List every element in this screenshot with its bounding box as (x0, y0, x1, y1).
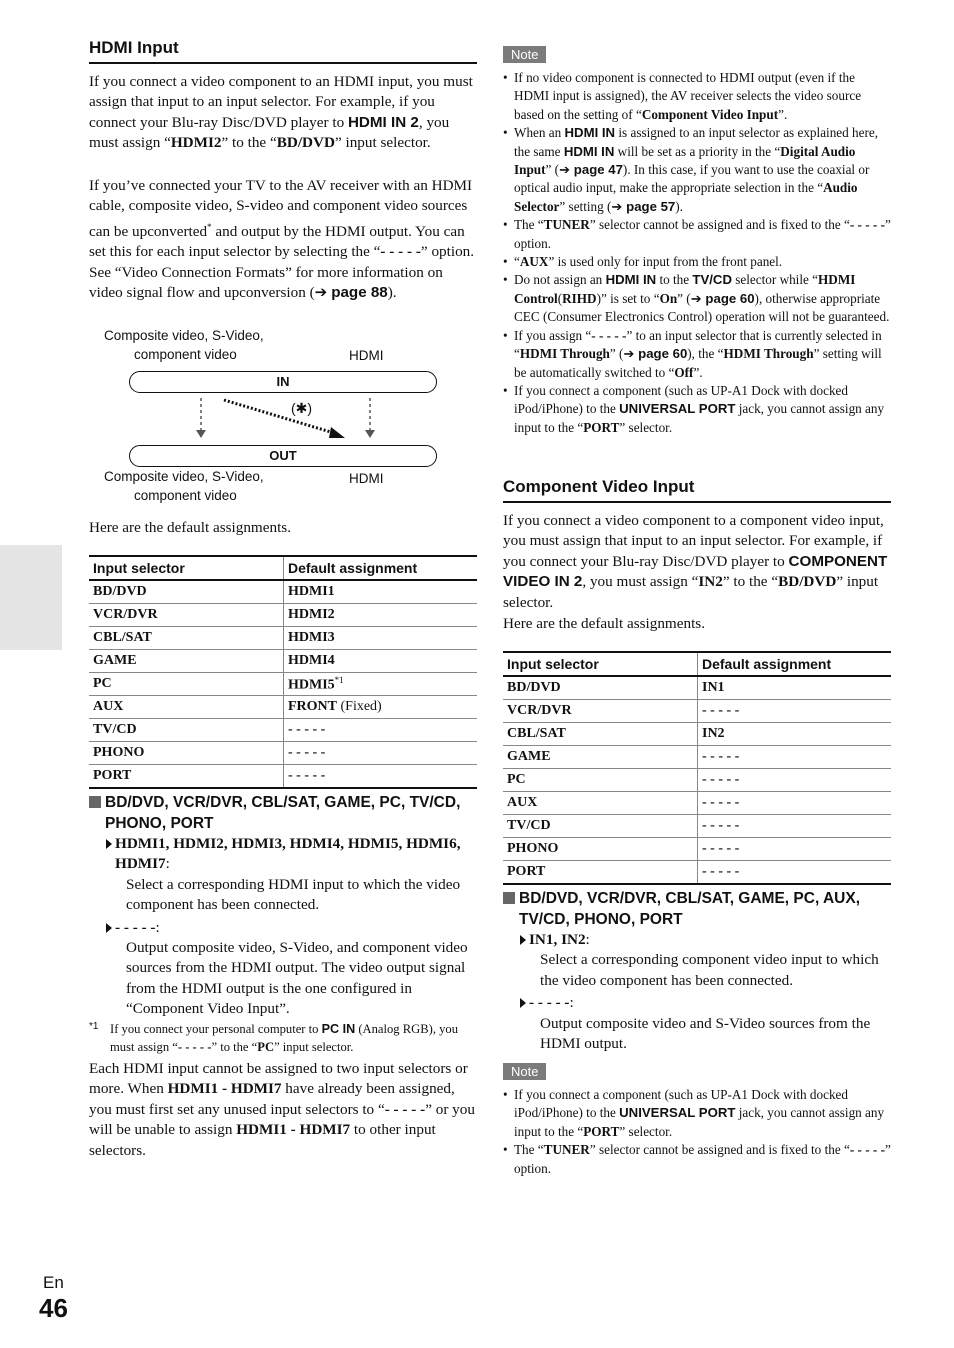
text: ), the “ (687, 346, 724, 362)
text: ” to the “ (722, 573, 779, 591)
defaults-intro: Here are the default assignments. (503, 615, 705, 632)
table-row (503, 769, 891, 792)
selector-cell: CBL/SAT (503, 723, 698, 746)
option-none (89, 918, 477, 938)
jack-name: HDMI IN (605, 272, 657, 288)
colon: : (585, 931, 590, 948)
text: ” setting ( (559, 198, 612, 214)
right-column (503, 0, 891, 1176)
diagram-label: Composite video, S-Video, (104, 469, 264, 484)
text: ” to an input selector that is currently selected in “ (514, 327, 882, 362)
jack-name: HDMI IN 2 (347, 113, 419, 131)
option-description: Select a corresponding HDMI input to which the video component has been connected. (126, 875, 461, 914)
assignment-cell: - - - - - (698, 746, 892, 769)
text: ” input selector. (503, 573, 879, 611)
out-box (129, 445, 437, 467)
note-label: Note (503, 46, 546, 63)
setting-name: HDMI Through (723, 346, 814, 362)
option-in (503, 930, 891, 950)
value: HDMI1 (236, 1121, 287, 1139)
selector-name: AUX (519, 254, 549, 270)
table-row (503, 815, 891, 838)
text: )” is set to “ (596, 290, 660, 306)
arrow-right-icon (106, 839, 112, 849)
text: ” is used only for input from the front panel. (548, 254, 783, 270)
text: ” selector cannot be assigned and is fixed to the “ (589, 217, 850, 233)
arrow-right-icon (520, 935, 526, 945)
section-tab (0, 545, 62, 650)
option-none (503, 993, 891, 1013)
setting-name: HDMI Control (514, 272, 856, 306)
hdmi-upconvert-paragraph (89, 176, 477, 304)
text: If you connect a video component to an HDMI input, you must assign that input to an input selector. For example, if you connect your Blu-ray Disc/DVD player to (89, 73, 473, 131)
selector-name: PC (257, 1040, 275, 1055)
note-label: Note (503, 1063, 546, 1080)
table-row (503, 838, 891, 861)
text: ), otherwise appropriate CEC (Consumer Electronics Control) operation will not be guaranteed. (514, 290, 890, 325)
option-description: Output composite video and S-Video sources from the HDMI output. (540, 1014, 871, 1053)
list-item (503, 69, 891, 124)
assignment-value: - - - - - (288, 745, 326, 760)
arrow-icon: ➔ (690, 290, 702, 306)
selector-cell: PORT (89, 765, 284, 789)
list-item (503, 253, 891, 271)
square-bullet-icon (89, 796, 101, 808)
arrowhead (329, 427, 345, 438)
value: HDMI7 (230, 1080, 282, 1098)
square-bullet-icon (503, 892, 515, 904)
selector-cell: PORT (503, 861, 698, 885)
selector-cell: AUX (503, 792, 698, 815)
page-link[interactable]: page 60 (701, 290, 755, 306)
selector-name: TUNER (543, 1142, 590, 1158)
page-link[interactable]: page 60 (634, 346, 688, 362)
column-header: Input selector (89, 556, 284, 580)
assignment-value: HDMI3 (288, 630, 335, 645)
selector-cell: AUX (89, 696, 284, 719)
assignment-cell: IN2 (698, 723, 892, 746)
setting-name: RIHD (562, 290, 597, 306)
hdmi-intro-paragraph (89, 72, 477, 154)
jack-name: UNIVERSAL PORT (619, 401, 736, 417)
option-label: - - - - - (529, 994, 570, 1012)
selector-cell: TV/CD (89, 719, 284, 742)
value: - (286, 1121, 300, 1139)
text: If you connect your personal computer to (110, 1022, 322, 1036)
text: “ (514, 254, 520, 270)
assignment-value: FRONT (288, 699, 337, 714)
table-row (89, 627, 477, 650)
upconvert-arrow (224, 400, 334, 433)
option-hdmi (89, 834, 477, 875)
table-row (89, 650, 477, 673)
value: HDMI7 (299, 1121, 351, 1139)
list-item (503, 1141, 891, 1178)
selector-cell: PHONO (503, 838, 698, 861)
in-label: IN (276, 374, 290, 389)
option-description: Select a corresponding component video input to which the video component has been connected. (540, 951, 879, 989)
setting-name: Digital Audio Input (514, 143, 856, 178)
table-row (503, 861, 891, 885)
text: ” ( (677, 290, 691, 306)
assignment-cell (284, 719, 478, 742)
jack-name: UNIVERSAL PORT (619, 1105, 736, 1121)
page-link[interactable]: page 47 (570, 162, 623, 178)
table-row (89, 696, 477, 719)
assignment-cell: - - - - - (698, 700, 892, 723)
list-item (503, 216, 891, 253)
out-label: OUT (269, 448, 297, 463)
selector-cell: BD/DVD (89, 580, 284, 604)
component-default-table (503, 651, 891, 885)
table-row (503, 746, 891, 769)
assignment-cell (284, 604, 478, 627)
text: to the (656, 272, 693, 288)
diagram-label: HDMI (349, 348, 384, 363)
diagram-label: HDMI (349, 471, 384, 486)
upconvert-star: (✱) (291, 400, 313, 416)
note-badge (503, 1063, 546, 1081)
jack-name: HDMI IN (564, 125, 616, 141)
text: is assigned to an input selector as explained here, the same (514, 125, 879, 159)
selector-cell: BD/DVD (503, 676, 698, 700)
assignment-cell: - - - - - (698, 769, 892, 792)
table-header-row (503, 652, 891, 676)
in-box (129, 371, 437, 393)
assignment-cell (284, 696, 478, 719)
value: - - - - - (177, 1040, 212, 1055)
hdmi-notes-list (503, 69, 891, 437)
selector-list: BD/DVD, VCR/DVR, CBL/SAT, GAME, PC, TV/CD, PHONO, PORT (105, 794, 461, 832)
value: Off (674, 364, 694, 380)
assignment-cell: - - - - - (698, 792, 892, 815)
text: ” or you will be unable to assign (89, 1100, 475, 1139)
text: If no video component is connected to HDMI output (even if the HDMI input is assigned), the AV receiver selects the video source based on the setting of “ (514, 70, 862, 122)
selector-cell: TV/CD (503, 815, 698, 838)
colon: : (155, 918, 160, 936)
value: - (218, 1080, 231, 1098)
selector-cell: PHONO (89, 742, 284, 765)
text: selector while “ (731, 272, 819, 288)
assignment-cell (284, 742, 478, 765)
text: Each HDMI input cannot be assigned to two input selectors or more. When (89, 1060, 468, 1098)
diagram-label: Composite video, S-Video, (104, 328, 264, 343)
assignment-value: HDMI5 (288, 677, 335, 693)
footnote-star: * (207, 221, 212, 232)
text: The “ (514, 217, 544, 233)
hdmi-default-table (89, 555, 477, 789)
component-notes-list (503, 1086, 891, 1178)
arrow-right-icon (106, 923, 112, 933)
selector-cell: VCR/DVR (503, 700, 698, 723)
text: ” selector cannot be assigned and is fixed to the “ (589, 1142, 850, 1158)
assignment-cell (284, 627, 478, 650)
selector-list: BD/DVD, VCR/DVR, CBL/SAT, GAME, PC, AUX, TV/CD, PHONO, PORT (519, 890, 861, 928)
arrow-icon: ➔ (623, 346, 635, 362)
colon: : (569, 994, 574, 1012)
text: If you connect a video component to a component video input, you must assign that input to an input selector. For example, if you connect your Blu-ray Disc/DVD player to (503, 512, 884, 570)
selector-name: BD/DVD (778, 573, 837, 591)
assignment-cell (284, 765, 478, 789)
text: ” ( (545, 162, 560, 178)
footnote-ref: *1 (334, 674, 344, 685)
text: ”. (693, 364, 703, 380)
text: will be set as a priority in the “ (614, 143, 781, 159)
table-row (89, 580, 477, 604)
page-number: 46 (39, 1293, 68, 1323)
option-label: HDMI1, HDMI2, HDMI3, HDMI4, HDMI5, HDMI6, HDMI7 (115, 835, 461, 873)
column-header: Default assignment (698, 652, 892, 676)
component-intro-paragraph (503, 511, 891, 613)
page-link[interactable]: page 88 (331, 284, 388, 302)
text: ” input selector. (334, 134, 431, 152)
text: ” option. (514, 217, 891, 251)
note-badge (503, 46, 546, 64)
video-flow-diagram (89, 328, 477, 508)
list-item (503, 1086, 891, 1141)
assignment-cell: - - - - - (698, 861, 892, 885)
text: jack, you cannot assign any input to the “ (514, 401, 885, 435)
assignment-cell (284, 650, 478, 673)
table-row (89, 673, 477, 696)
list-item (503, 327, 891, 382)
diagram-label: component video (134, 347, 237, 362)
signal-arrows (89, 394, 477, 442)
value: - - - - - (849, 1142, 885, 1158)
arrowhead (196, 430, 206, 438)
table-row (503, 723, 891, 746)
text: ). (675, 198, 683, 214)
arrow-icon: ➔ (314, 284, 328, 302)
diagram-label: component video (134, 488, 237, 503)
text: ”. (778, 106, 788, 122)
table-row (89, 719, 477, 742)
text: If you assign “ (514, 327, 592, 343)
table-row (503, 700, 891, 723)
text: The “ (514, 1142, 544, 1158)
selector-cell: GAME (89, 650, 284, 673)
text: have already been assigned, you must first set any unused input selectors to “ (89, 1080, 455, 1118)
selector-cell: GAME (503, 746, 698, 769)
list-item (503, 124, 891, 216)
value: HDMI1 (167, 1080, 219, 1098)
left-column (89, 0, 477, 1159)
text: ” to the “ (211, 1040, 258, 1055)
jack-name: PC IN (321, 1022, 356, 1036)
jack-name: COMPONENT VIDEO IN 2 (503, 552, 888, 591)
setting-name: Audio Selector (514, 180, 858, 214)
text: If you connect a component (such as UP-A1 Dock with docked iPod/iPhone) to the (514, 1087, 848, 1121)
selector-list-heading (503, 888, 907, 930)
text: ” selector. (619, 419, 673, 435)
text: If you connect a component (such as UP-A1 Dock with docked iPod/iPhone) to the (514, 382, 848, 417)
setting-name: Component Video Input (641, 106, 779, 122)
assignment-table (503, 651, 891, 885)
arrow-icon: ➔ (559, 162, 571, 178)
table-row (503, 676, 891, 700)
arrowhead (365, 430, 375, 438)
page-link[interactable]: page 57 (622, 198, 676, 214)
assignment-cell: IN1 (698, 676, 892, 700)
value: - - - - - (384, 1100, 426, 1118)
jack-name: HDMI IN (563, 143, 615, 159)
hdmi-input-heading: HDMI Input (89, 38, 477, 64)
option-list (89, 834, 477, 1020)
selector-list-heading (89, 792, 493, 834)
table-row (89, 765, 477, 789)
text: ” input selector. (274, 1040, 354, 1055)
table-row (89, 742, 477, 765)
column-header: Default assignment (284, 556, 478, 580)
value: - - - - - (380, 243, 421, 261)
assignment-value: HDMI4 (288, 653, 335, 668)
value: - - - - - (591, 327, 627, 343)
text: When an (514, 125, 565, 141)
text: ” to the “ (221, 134, 277, 152)
table-header-row (89, 556, 477, 580)
text: , you must assign “ (89, 113, 450, 152)
text: If you’ve connected your TV to the AV receiver with an HDMI cable, composite video, S-video and component video sources can be upconverted (89, 177, 473, 240)
text: , you must assign “ (582, 573, 699, 591)
option-label: - - - - - (115, 918, 156, 936)
assignment-value: - - - - - (288, 768, 326, 783)
value: - - - - - (849, 217, 885, 233)
arrow-right-icon (520, 998, 526, 1008)
text: ” ( (609, 346, 624, 362)
text: ” setting will be automatically switched to “ (514, 346, 882, 380)
list-item (503, 271, 891, 326)
selector-cell: CBL/SAT (89, 627, 284, 650)
footnote (89, 1020, 477, 1057)
option-label: IN1, IN2 (529, 931, 586, 948)
selector-name: PORT (583, 419, 620, 435)
component-video-heading: Component Video Input (503, 477, 891, 503)
selector-name: TV/CD (692, 272, 732, 288)
selector-name: BD/DVD (276, 134, 335, 152)
assignment-value: - - - - - (288, 722, 326, 737)
text: ” option. (514, 1142, 891, 1176)
selector-cell: PC (89, 673, 284, 696)
assignment-cell (284, 673, 478, 696)
option-description: Output composite video, S-Video, and component video sources from the HDMI output. The video output signal from the HDMI output is the one configured in “Component Video Input”. (126, 939, 468, 1018)
value: HDMI2 (170, 134, 222, 152)
assignment-value: HDMI1 (288, 584, 335, 599)
selector-name: PORT (583, 1123, 620, 1139)
text: ). (387, 284, 397, 302)
arrow-icon: ➔ (611, 198, 623, 214)
text: and output by the HDMI output. You can set this for each input selector by selecting the “ (89, 222, 465, 261)
assignment-table (89, 555, 477, 789)
fixed-note: (Fixed) (337, 699, 382, 714)
footnote-mark: *1 (89, 1021, 99, 1032)
text: to other input selectors. (89, 1121, 436, 1159)
assignment-cell: - - - - - (698, 815, 892, 838)
value: On (659, 290, 678, 306)
text: jack, you cannot assign any input to the “ (514, 1105, 885, 1139)
page-footer (39, 1273, 68, 1323)
assignment-cell (284, 580, 478, 604)
option-list (503, 930, 891, 1054)
text: ). In this case, if you want to use the coaxial or optical audio input, make the appropriate selection in the “ (514, 162, 870, 196)
setting-name: HDMI Through (519, 346, 610, 362)
closing-paragraph (89, 1059, 477, 1161)
text: (Analog RGB), you must assign “ (110, 1022, 459, 1055)
selector-name: TUNER (543, 217, 590, 233)
text: ” option. See “Video Connection Formats” for more information on video signal flow and upconversion ( (89, 243, 475, 302)
assignment-value: HDMI2 (288, 607, 335, 622)
colon: : (165, 855, 170, 873)
defaults-intro: Here are the default assignments. (89, 519, 291, 536)
text: ( (557, 290, 563, 306)
value: IN2 (698, 573, 723, 591)
text: Do not assign an (514, 272, 606, 288)
table-row (503, 792, 891, 815)
selector-cell: PC (503, 769, 698, 792)
language-code: En (43, 1273, 64, 1292)
text: ” selector. (619, 1123, 673, 1139)
table-row (89, 604, 477, 627)
column-header: Input selector (503, 652, 698, 676)
selector-cell: VCR/DVR (89, 604, 284, 627)
list-item (503, 382, 891, 437)
assignment-cell: - - - - - (698, 838, 892, 861)
